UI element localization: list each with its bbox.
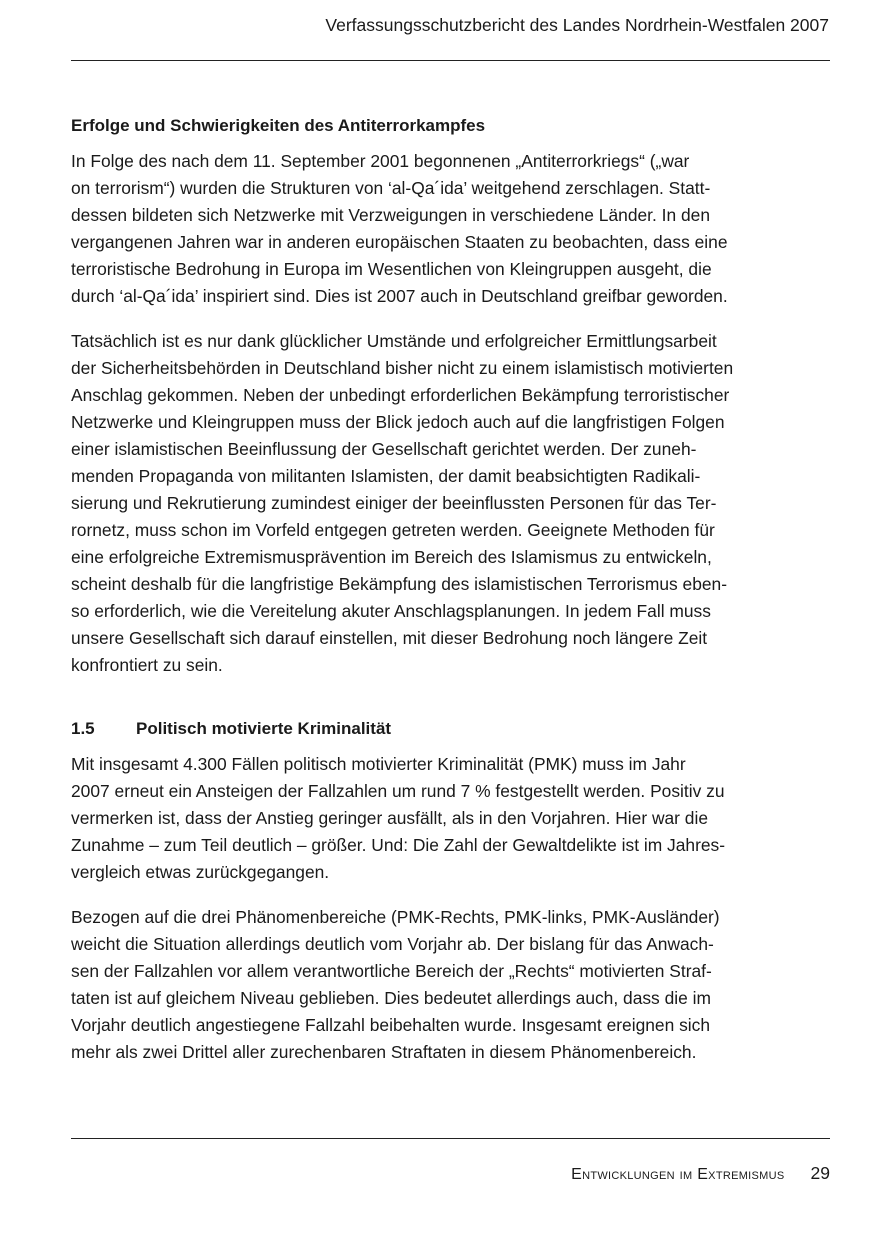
text-line: sierung und Rekrutierung zumindest einiger der beeinflussten Personen für das Ter- (71, 493, 717, 513)
text-line: Mit insgesamt 4.300 Fällen politisch motivierter Kriminalität (PMK) muss im Jahr (71, 754, 686, 774)
text-line: vermerken ist, dass der Anstieg geringer ausfällt, als in den Vorjahren. Hier war die (71, 808, 709, 828)
text-line: der Sicherheitsbehörden in Deutschland bisher nicht zu einem islamistisch motivierten (71, 358, 734, 378)
section-title: Politisch motivierte Kriminalität (136, 719, 392, 738)
text-line: mehr als zwei Drittel aller zurechenbaren Straftaten in diesem Phänomenbereich. (71, 1042, 697, 1062)
text-line: rornetz, muss schon im Vorfeld entgegen getreten werden. Geeignete Methoden für (71, 520, 715, 540)
page-number: 29 (810, 1163, 830, 1183)
page-footer (571, 1163, 830, 1184)
text-line: Bezogen auf die drei Phänomenbereiche (PMK-Rechts, PMK-links, PMK-Ausländer) (71, 907, 720, 927)
text-line: menden Propaganda von militanten Islamisten, der damit beabsichtigten Radikali- (71, 466, 701, 486)
text-line: unsere Gesellschaft sich darauf einstellen, mit dieser Bedrohung noch längere Zeit (71, 628, 708, 648)
text-line: terroristische Bedrohung in Europa im Wesentlichen von Kleingruppen ausgeht, die (71, 259, 712, 279)
text-line: so erforderlich, wie die Vereitelung akuter Anschlagsplanungen. In jedem Fall muss (71, 601, 711, 621)
text-line: dessen bildeten sich Netzwerke mit Verzweigungen in verschiedene Länder. In den (71, 205, 711, 225)
section-spacer (71, 679, 811, 715)
text-line: sen der Fallzahlen vor allem verantwortliche Bereich der „Rechts“ motivierten Straf- (71, 961, 712, 981)
text-line: Vorjahr deutlich angestiegene Fallzahl beibehalten wurde. Insgesamt ereignen sich (71, 1015, 711, 1035)
section-heading-antiterror: Erfolge und Schwierigkeiten des Antiterrorkampfes (71, 116, 486, 135)
text-line: Anschlag gekommen. Neben der unbedingt erforderlichen Bekämpfung terroristischer (71, 385, 730, 405)
paragraph-spacer (71, 886, 811, 904)
text-line: Netzwerke und Kleingruppen muss der Blick jedoch auch auf die langfristigen Folgen (71, 412, 725, 432)
text-line: einer islamistischen Beeinflussung der Gesellschaft gerichtet werden. Der zuneh- (71, 439, 697, 459)
text-line: vergleich etwas zurückgegangen. (71, 862, 330, 882)
text-line: scheint deshalb für die langfristige Bekämpfung des islamistischen Terrorismus eben- (71, 574, 728, 594)
page-content (71, 112, 811, 1066)
text-line: durch ‘al-Qa´ida’ inspiriert sind. Dies ist 2007 auch in Deutschland greifbar geworden. (71, 286, 728, 306)
paragraph-pmk-2 (71, 904, 811, 1066)
paragraph-antiterror-2 (71, 328, 811, 679)
paragraph-spacer (71, 310, 811, 328)
text-line: Tatsächlich ist es nur dank glücklicher Umstände und erfolgreicher Ermittlungsarbeit (71, 331, 717, 351)
text-line: vergangenen Jahren war in anderen europäischen Staaten zu beobachten, dass eine (71, 232, 728, 252)
text-line: Zunahme – zum Teil deutlich – größer. Und: Die Zahl der Gewaltdelikte ist im Jahres- (71, 835, 726, 855)
section-number: 1.5 (71, 719, 95, 738)
footer-chapter-title: Entwicklungen im Extremismus (571, 1166, 785, 1183)
text-line: eine erfolgreiche Extremismusprävention im Bereich des Islamismus zu entwickeln, (71, 547, 712, 567)
text-line: konfrontiert zu sein. (71, 655, 223, 675)
header-rule (71, 60, 830, 61)
text-line: weicht die Situation allerdings deutlich vom Vorjahr ab. Der bislang für das Anwach- (71, 934, 714, 954)
paragraph-pmk-1 (71, 751, 811, 886)
text-line: 2007 erneut ein Ansteigen der Fallzahlen um rund 7 % festgestellt werden. Positiv zu (71, 781, 725, 801)
footer-rule (71, 1138, 830, 1139)
text-line: on terrorism“) wurden die Strukturen von ‘al-Qa´ida’ weitgehend zerschlagen. Statt- (71, 178, 711, 198)
running-header: Verfassungsschutzbericht des Landes Nordrhein-Westfalen 2007 (325, 15, 829, 35)
text-line: In Folge des nach dem 11. September 2001 begonnenen „Antiterrorkriegs“ („war (71, 151, 690, 171)
text-line: taten ist auf gleichem Niveau geblieben. Dies bedeutet allerdings auch, dass die im (71, 988, 711, 1008)
section-heading-pmk (71, 715, 811, 742)
paragraph-antiterror-1 (71, 148, 811, 310)
